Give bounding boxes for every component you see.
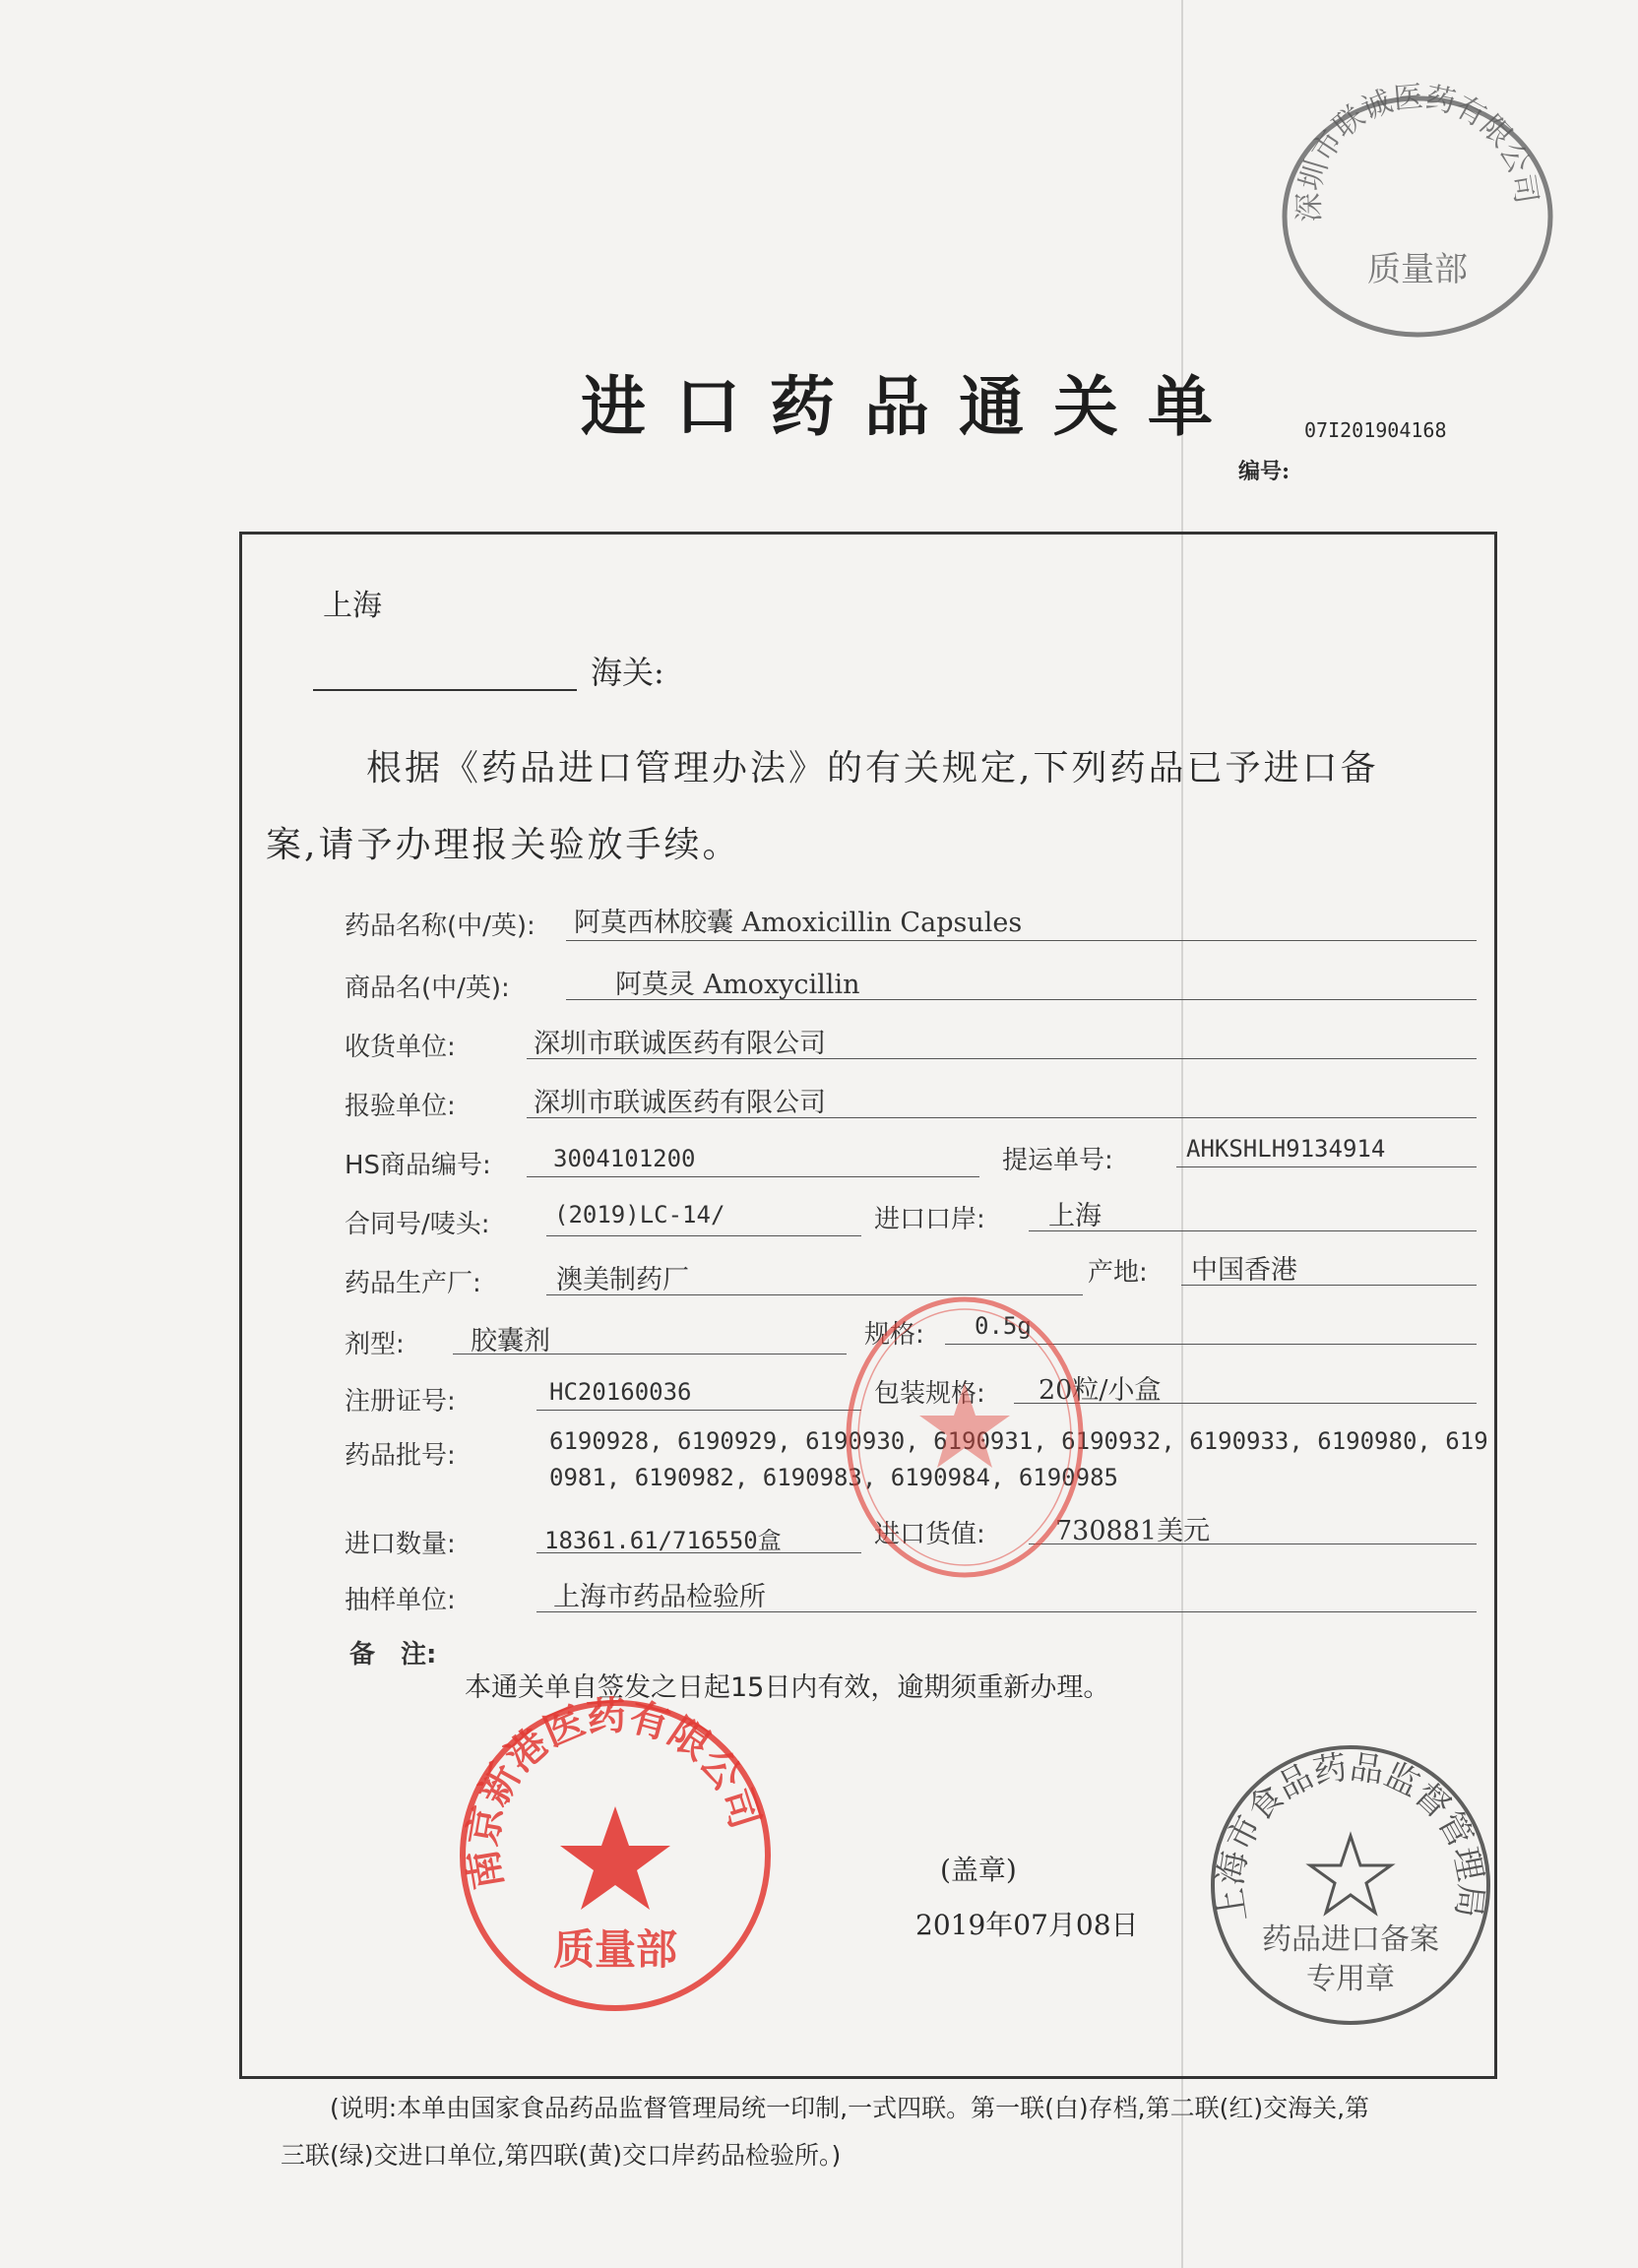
port-label: 进口口岸: [874, 1205, 985, 1234]
package-value: 20粒/小盒 [1039, 1375, 1162, 1406]
svg-text:深圳市联诚医药有限公司: 深圳市联诚医药有限公司 [1292, 79, 1544, 222]
batch-label: 药品批号: [345, 1441, 456, 1471]
consignee-label: 收货单位: [345, 1033, 456, 1062]
manufacturer-label: 药品生产厂: [345, 1269, 481, 1298]
hs-code-label: HS商品编号: [345, 1151, 491, 1180]
issue-date: 2019年07月08日 [915, 1909, 1139, 1941]
intro-line-2: 案,请予办理报关验放手续。 [266, 825, 741, 865]
hs-code-underline [527, 1176, 979, 1177]
stamp-top-right [1270, 69, 1565, 364]
footer-line-2: 三联(绿)交进口单位,第四联(黄)交口岸药品检验所。) [281, 2141, 842, 2170]
document-number-label: 编号: [1238, 459, 1291, 484]
origin-label: 产地: [1088, 1258, 1148, 1288]
spec-value: 0.5g [975, 1312, 1032, 1340]
validity-note: 本通关单自签发之日起15日内有效，逾期须重新办理。 [465, 1672, 1110, 1703]
sampling-value: 上海市药品检验所 [553, 1582, 766, 1612]
batch-line-1: 6190928, 6190929, 6190930, 6190931, 6190932, 6190933, 6190980, 619 [549, 1427, 1488, 1455]
quantity-label: 进口数量: [345, 1530, 456, 1559]
spec-label: 规格: [864, 1320, 924, 1350]
origin-value: 中国香港 [1191, 1255, 1297, 1286]
inspection-unit-underline [527, 1117, 1477, 1118]
document-number-value: 07I201904168 [1304, 418, 1447, 442]
inspection-unit-value: 深圳市联诚医药有限公司 [534, 1088, 826, 1118]
drug-name-underline [566, 940, 1477, 941]
svg-text:药品进口备案: 药品进口备案 [1262, 1922, 1439, 1957]
package-label: 包装规格: [874, 1379, 985, 1409]
registration-value: HC20160036 [549, 1378, 692, 1406]
contract-label: 合同号/唛头: [345, 1210, 490, 1239]
dosage-value: 胶囊剂 [471, 1326, 550, 1356]
consignee-value: 深圳市联诚医药有限公司 [534, 1029, 826, 1059]
dosage-label: 剂型: [345, 1330, 405, 1359]
stamp-middle [837, 1290, 1093, 1585]
contract-value: (2019)LC-14/ [554, 1201, 725, 1228]
batch-line-2: 0981, 6190982, 6190983, 6190984, 6190985 [549, 1464, 1118, 1491]
svg-text:质量部: 质量部 [1367, 250, 1468, 289]
sampling-label: 抽样单位: [345, 1586, 456, 1615]
bill-label: 提运单号: [1002, 1146, 1113, 1175]
addressee-city: 上海 [323, 589, 382, 623]
bill-value: AHKSHLH9134914 [1186, 1135, 1386, 1163]
remarks-label: 备 注: [349, 1640, 437, 1670]
svg-text:质量部: 质量部 [552, 1925, 678, 1974]
registration-underline [536, 1410, 861, 1411]
inspection-unit-label: 报验单位: [345, 1092, 456, 1121]
value-label: 进口货值: [874, 1520, 985, 1549]
svg-text:上海市食品药品监督管理局: 上海市食品药品监督管理局 [1211, 1747, 1491, 1924]
quantity-underline [536, 1552, 861, 1553]
intro-line-1: 根据《药品进口管理办法》的有关规定,下列药品已予进口备 [366, 748, 1379, 788]
svg-text:专用章: 专用章 [1306, 1962, 1395, 1996]
document-title: 进口药品通关单 [581, 368, 1242, 445]
consignee-underline [527, 1058, 1477, 1059]
port-underline [1029, 1230, 1477, 1231]
trade-name-underline [566, 999, 1477, 1000]
drug-name-value: 阿莫西林胶囊 Amoxicillin Capsules [574, 908, 1023, 938]
contract-underline [546, 1235, 861, 1236]
sampling-underline [536, 1611, 1477, 1612]
stamp-bottom-left [453, 1693, 778, 2018]
bill-underline [1176, 1166, 1477, 1167]
drug-name-label: 药品名称(中/英): [345, 912, 536, 941]
origin-underline [1181, 1285, 1477, 1286]
svg-text:南京新港医药有限公司: 南京新港医药有限公司 [459, 1693, 769, 1893]
quantity-value: 18361.61/716550盒 [544, 1527, 782, 1554]
port-value: 上海 [1048, 1201, 1102, 1231]
addressee-customs: 海关: [591, 654, 664, 691]
trade-name-label: 商品名(中/英): [345, 974, 510, 1003]
addressee-underline [313, 689, 577, 691]
seal-label: (盖章) [940, 1854, 1017, 1886]
registration-label: 注册证号: [345, 1387, 456, 1417]
hs-code-value: 3004101200 [553, 1145, 696, 1172]
value-value: 730881美元 [1055, 1516, 1211, 1546]
footer-line-1: (说明:本单由国家食品药品监督管理局统一印制,一式四联。第一联(白)存档,第二联(红)交海关,第 [330, 2094, 1370, 2122]
manufacturer-value: 澳美制药厂 [556, 1265, 689, 1295]
stamp-bottom-right [1203, 1737, 1498, 2033]
trade-name-value: 阿莫灵 Amoxycillin [615, 970, 860, 1000]
